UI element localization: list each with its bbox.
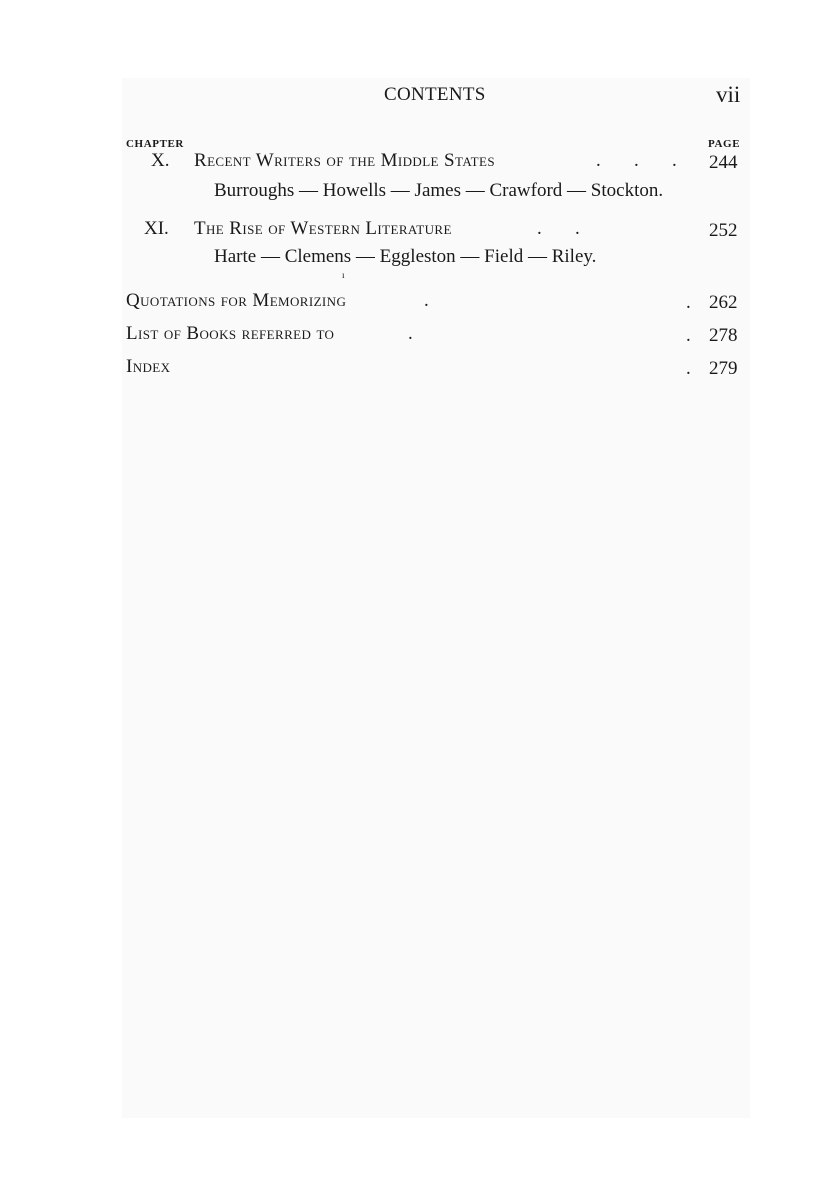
leader-dot: . — [686, 325, 691, 346]
entry-title: Index — [126, 356, 171, 377]
page-folio: vii — [716, 82, 741, 107]
chapter-title: The Rise of Western Literature — [194, 218, 452, 239]
page-number: 262 — [709, 292, 738, 313]
page-column-label: PAGE — [708, 138, 741, 150]
chapter-authors: Harte — Clemens — Eggleston — Field — Riley. — [214, 246, 597, 267]
page-number: 279 — [709, 358, 738, 379]
chapter-number: X. — [151, 150, 170, 171]
leader-dots: . . — [537, 218, 580, 239]
entry-title: Quotations for Memorizing — [126, 290, 347, 311]
stray-mark: ı — [342, 270, 345, 280]
leader-dot: . — [686, 358, 691, 379]
leader-dots: . . . — [596, 150, 677, 171]
page-number: 244 — [709, 152, 738, 173]
leader-dot: . — [686, 292, 691, 313]
entry-title: List of Books referred to — [126, 323, 335, 344]
chapter-column-label: CHAPTER — [126, 138, 184, 150]
page-number: 278 — [709, 325, 738, 346]
leader-dots: . — [424, 290, 429, 311]
leader-dots: . — [408, 323, 413, 344]
chapter-title: Recent Writers of the Middle States — [194, 150, 495, 171]
chapter-authors: Burroughs — Howells — James — Crawford — Stockton. — [214, 180, 664, 201]
running-title: CONTENTS — [384, 84, 486, 105]
chapter-number: XI. — [144, 218, 169, 239]
page-number: 252 — [709, 220, 738, 241]
